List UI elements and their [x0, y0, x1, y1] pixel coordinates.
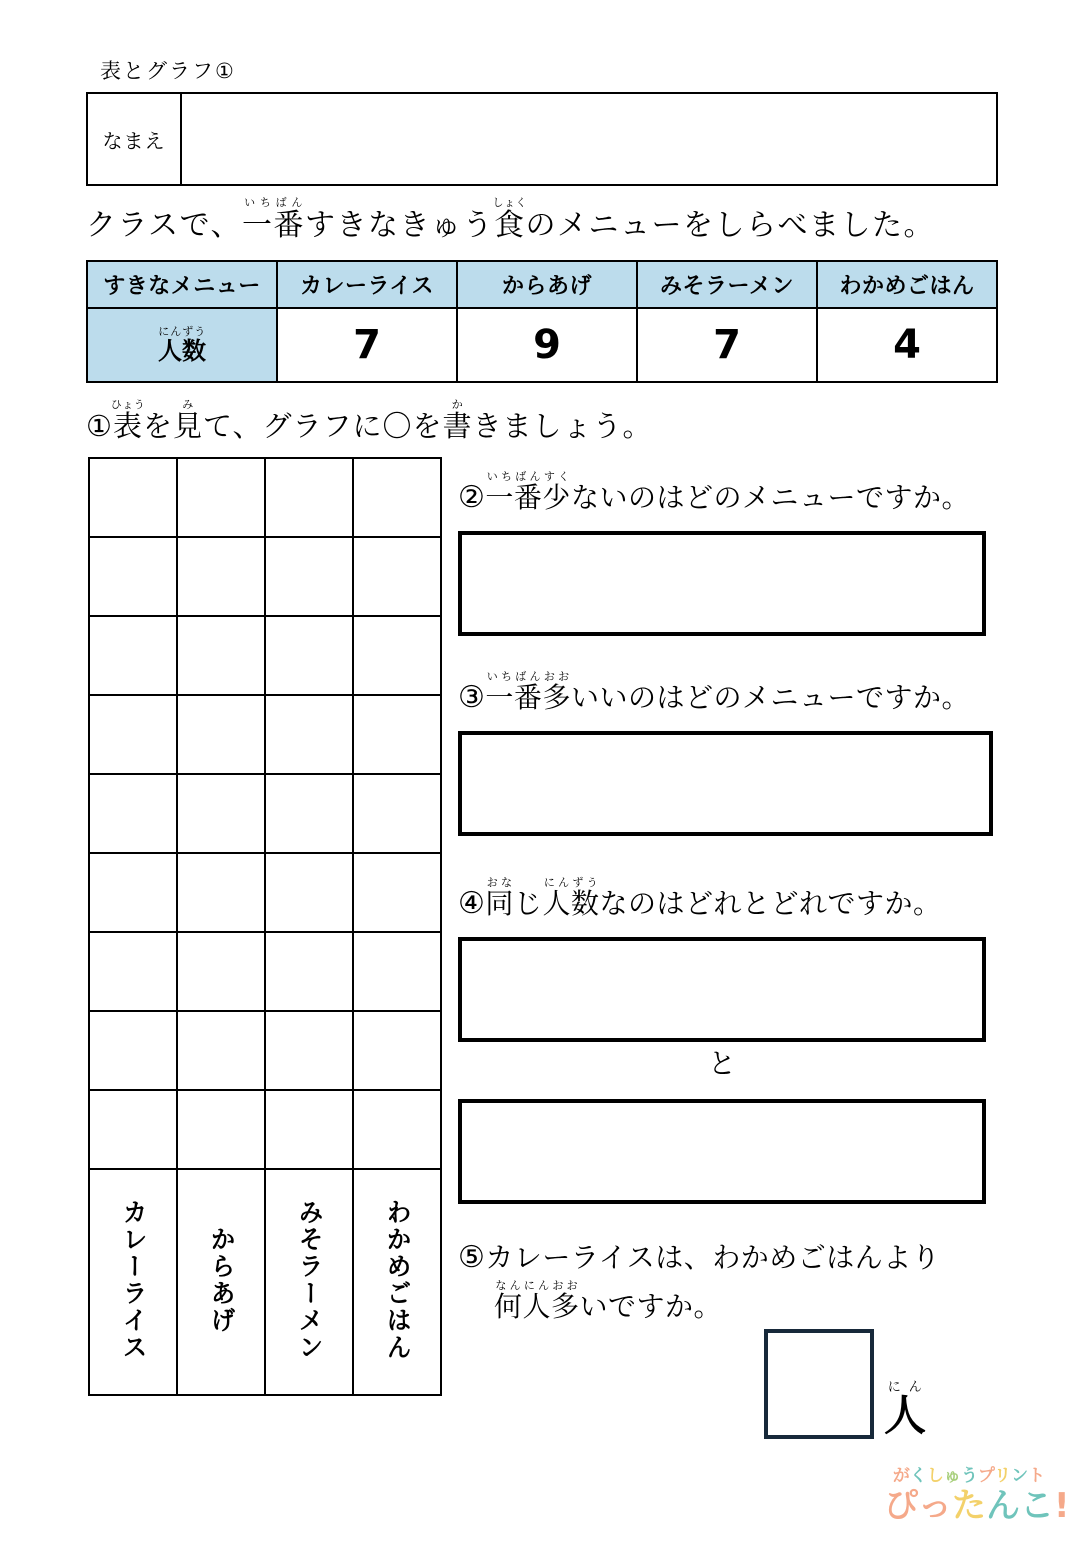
graph-cell[interactable]	[265, 616, 353, 695]
graph-grid[interactable]	[88, 457, 442, 1396]
site-logo	[884, 1466, 1070, 1526]
question-2-answer-box[interactable]	[458, 531, 986, 636]
question-4-answer-box-2[interactable]	[458, 1099, 986, 1204]
table-value-2: 7	[637, 308, 817, 382]
lead-part-3: のメニューをしらべました。	[525, 208, 935, 243]
table-row-label-ninzuu: 人にん数ずう	[87, 308, 277, 382]
graph-row[interactable]	[89, 853, 441, 932]
graph-cell[interactable]	[265, 1011, 353, 1090]
data-table	[86, 260, 998, 383]
question-1-text: ①表ひょうを見みて、グラフに〇を書かきましょう。	[86, 398, 653, 443]
graph-axis-label-0: カレーライス	[119, 1199, 149, 1361]
q5-ruby-nan: 何なん	[494, 1278, 523, 1323]
graph-cell[interactable]	[177, 695, 265, 774]
q4-ruby-zuu: 数ずう	[570, 876, 600, 920]
lead-part-1: クラスで、	[86, 208, 242, 243]
graph-row[interactable]	[89, 1090, 441, 1169]
q5-line1: カレーライスは、わかめごはんより	[485, 1241, 941, 1274]
graph-cell[interactable]	[353, 695, 441, 774]
graph-cell[interactable]	[353, 932, 441, 1011]
graph-cell[interactable]	[353, 853, 441, 932]
graph-axis-label-3: わかめごはん	[383, 1199, 413, 1361]
question-3-answer-box[interactable]	[458, 731, 993, 836]
graph-axis-label-2: みそラーメン	[295, 1199, 325, 1361]
graph-row[interactable]	[89, 537, 441, 616]
q4-tail: なのはどれとどれですか。	[599, 887, 942, 920]
question-2	[458, 470, 986, 636]
lead-ruby-ban: 番ばん	[273, 196, 305, 243]
q2-ruby-suku: 少すく	[542, 470, 571, 514]
graph-cell[interactable]	[353, 1011, 441, 1090]
graph-row[interactable]	[89, 932, 441, 1011]
lead-ruby-shoku: 食しょく	[492, 196, 527, 243]
graph-cell[interactable]	[265, 853, 353, 932]
question-4-answer-box-1[interactable]	[458, 937, 986, 1042]
name-input-area[interactable]	[182, 94, 996, 184]
question-3	[458, 670, 993, 836]
question-5-unit: 人にん	[884, 1380, 927, 1440]
q5-number: ⑤	[458, 1240, 486, 1275]
lead-part-2: すきなきゅう	[305, 208, 494, 243]
graph-cell[interactable]	[177, 1090, 265, 1169]
graph-cell[interactable]	[177, 458, 265, 537]
graph-cell[interactable]	[89, 1090, 177, 1169]
graph-label-row	[89, 1169, 441, 1395]
q1-ruby-mi: 見み	[173, 398, 204, 443]
graph-row[interactable]	[89, 1011, 441, 1090]
graph-cell[interactable]	[177, 853, 265, 932]
graph-row[interactable]	[89, 774, 441, 853]
q3-ruby-ichi: 一いち	[485, 670, 514, 714]
lead-sentence	[86, 196, 935, 245]
question-5-answer-area	[764, 1329, 926, 1439]
table-header-menu-label: すきなメニュー	[87, 261, 277, 308]
table-header-menu-1: からあげ	[457, 261, 637, 308]
question-3-text	[458, 670, 993, 719]
q3-tail: いいのはどのメニューですか。	[570, 681, 970, 714]
graph-cell[interactable]	[265, 774, 353, 853]
graph-cell[interactable]	[89, 695, 177, 774]
graph-cell[interactable]	[177, 1011, 265, 1090]
graph-cell[interactable]	[265, 932, 353, 1011]
question-5-text-line-2	[458, 1279, 940, 1326]
graph-cell[interactable]	[89, 616, 177, 695]
graph-cell[interactable]	[89, 932, 177, 1011]
table-value-1: 9	[457, 308, 637, 382]
q1-ruby-ka: 書か	[442, 398, 473, 443]
q3-ruby-oo: 多おお	[542, 670, 571, 714]
table-header-row	[87, 261, 997, 308]
question-4-separator: と	[707, 1046, 736, 1080]
graph-cell[interactable]	[353, 1090, 441, 1169]
graph-axis-label-cell-3	[353, 1169, 441, 1395]
table-header-menu-0: カレーライス	[277, 261, 457, 308]
graph-cell[interactable]	[353, 537, 441, 616]
q2-number: ②	[458, 480, 486, 515]
graph-axis-label-cell-2	[265, 1169, 353, 1395]
graph-cell[interactable]	[265, 537, 353, 616]
q5-line2-tail: いですか。	[579, 1289, 723, 1323]
graph-cell[interactable]	[353, 458, 441, 537]
graph-cell[interactable]	[177, 932, 265, 1011]
q3-ruby-ban: 番ばん	[513, 670, 543, 714]
question-5-answer-box[interactable]	[764, 1329, 874, 1439]
question-5-text-line-1	[458, 1238, 940, 1279]
q1-ruby-hyou: 表ひょう	[110, 398, 146, 443]
graph-cell[interactable]	[177, 537, 265, 616]
q5-ruby-oo: 多おお	[551, 1278, 580, 1323]
graph-row[interactable]	[89, 616, 441, 695]
lead-ruby-ichi: 一いち	[242, 196, 274, 243]
graph-cell[interactable]	[353, 774, 441, 853]
table-value-row	[87, 308, 997, 382]
graph-cell[interactable]	[89, 774, 177, 853]
q3-number: ③	[458, 680, 486, 715]
graph-cell[interactable]	[89, 537, 177, 616]
graph-cell[interactable]	[89, 1011, 177, 1090]
graph-axis-label-cell-0	[89, 1169, 177, 1395]
graph-axis-label-1: からあげ	[207, 1226, 237, 1334]
name-label: なまえ	[88, 94, 182, 184]
table-value-3: 4	[817, 308, 997, 382]
graph-cell[interactable]	[265, 1090, 353, 1169]
graph-cell[interactable]	[177, 774, 265, 853]
q2-ruby-ban: 番ばん	[513, 470, 543, 514]
question-4-text: ④同おなじ人にん数ずうなのはどれとどれですか。	[458, 876, 942, 921]
table-header-menu-3: わかめごはん	[817, 261, 997, 308]
graph-cell[interactable]	[265, 458, 353, 537]
logo-main-text: ぴったんこ!	[884, 1486, 1070, 1526]
q2-ruby-ichi: 一いち	[485, 470, 514, 514]
graph-cell[interactable]	[353, 616, 441, 695]
graph-row[interactable]	[89, 695, 441, 774]
q2-tail: ないのはどのメニューですか。	[570, 481, 970, 514]
name-field-box	[86, 92, 998, 186]
q5-ruby-nin: 人にん	[522, 1278, 552, 1323]
q4-number: ④	[458, 886, 486, 921]
page-title: 表とグラフ①	[100, 59, 236, 83]
q4-ruby-ona: 同おな	[485, 876, 514, 920]
q4-ruby-nin: 人にん	[542, 876, 571, 920]
q1-number: ①	[86, 409, 113, 443]
graph-cell[interactable]	[265, 695, 353, 774]
table-value-0: 7	[277, 308, 457, 382]
graph-axis-label-cell-1	[177, 1169, 265, 1395]
question-2-text	[458, 470, 986, 519]
graph-cell[interactable]	[177, 616, 265, 695]
question-4	[458, 876, 986, 1204]
graph-cell[interactable]	[89, 458, 177, 537]
graph-cell[interactable]	[89, 853, 177, 932]
question-5	[458, 1238, 940, 1325]
graph-row[interactable]	[89, 458, 441, 537]
logo-top-text: がくしゅうプリント	[892, 1466, 1046, 1486]
table-header-menu-2: みそラーメン	[637, 261, 817, 308]
